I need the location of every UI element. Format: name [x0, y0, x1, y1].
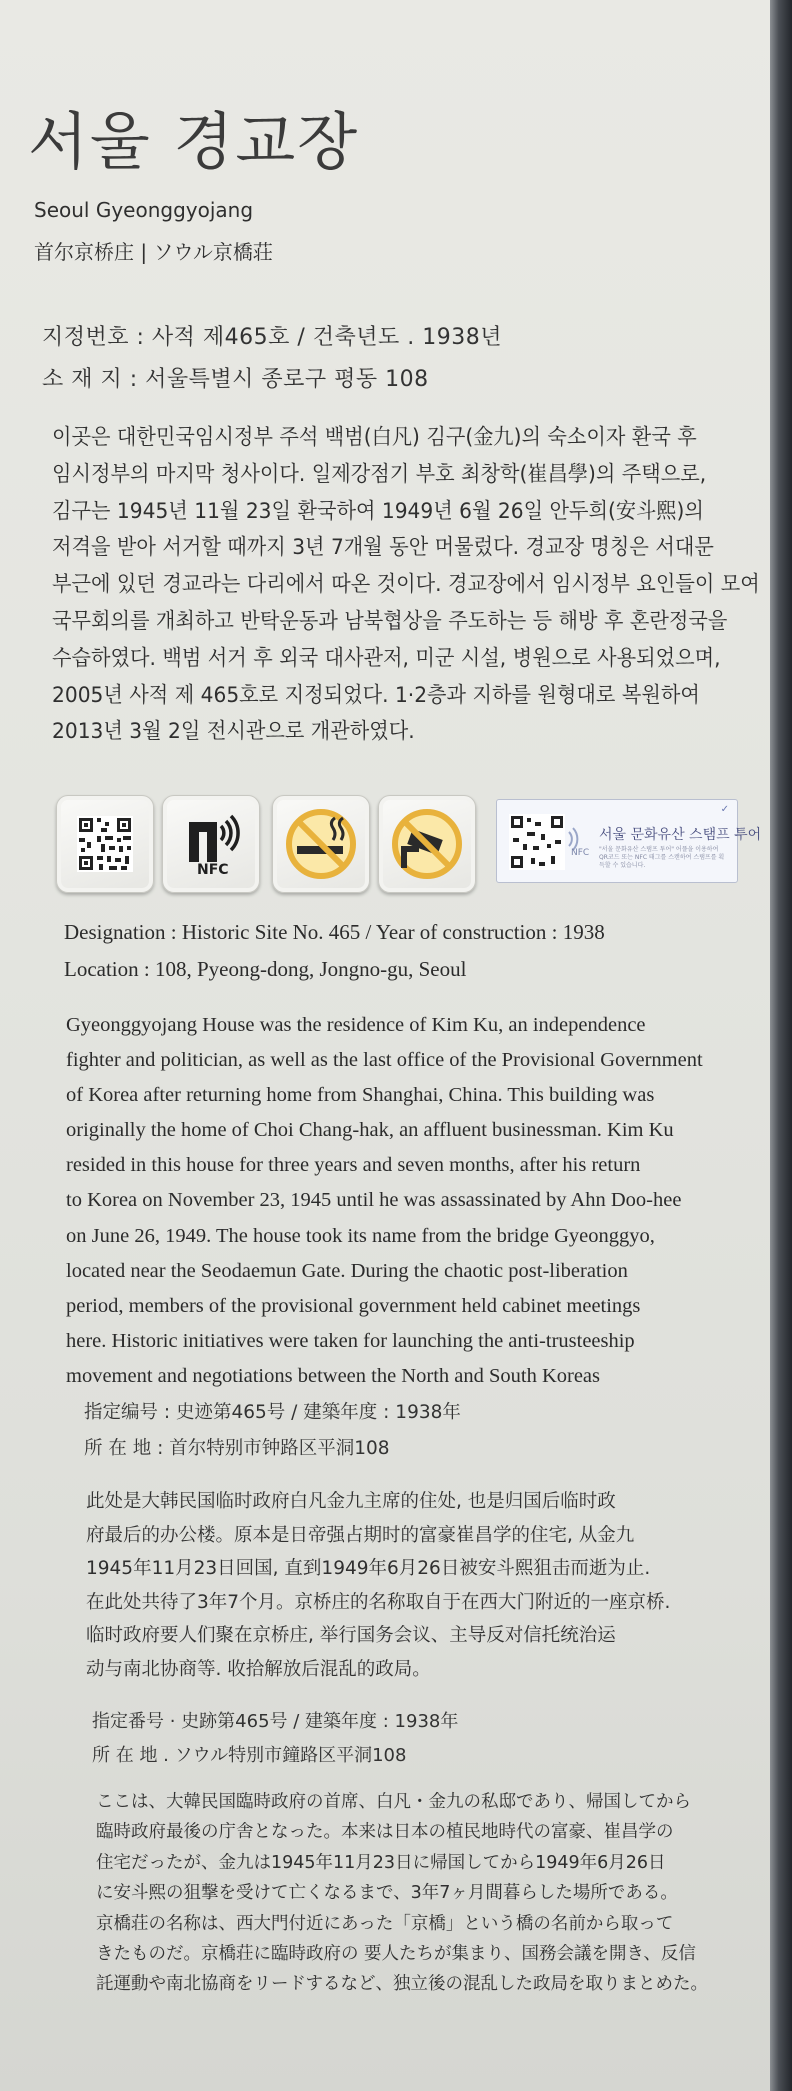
text-line: 이곳은 대한민국임시정부 주석 백범(白凡) 김구(金九)의 숙소이자 환국 후 — [52, 425, 697, 450]
text-line: ここは、大韓民国臨時政府の首席、白凡・金九の私邸であり、帰国してから — [96, 1792, 691, 1812]
text-line: period, members of the provisional government held cabinet meetings — [66, 1294, 641, 1317]
nfc-label: NFC — [197, 862, 229, 878]
no-smoking-icon — [272, 795, 370, 893]
text-line: 2005년 사적 제 465호로 지정되었다. 1·2층과 지하를 원형대로 복원하여 — [52, 682, 700, 708]
japanese-description — [96, 1787, 708, 2000]
english-location: Location : 108, Pyeong-dong, Jongno-gu, Seoul — [64, 957, 467, 981]
no-camera-icon — [378, 795, 476, 893]
text-line: 临时政府要人们聚在京桥庄, 举行国务会议、主导反对信托统治运 — [86, 1625, 616, 1647]
nfc-icon[interactable] — [162, 795, 260, 893]
english-description — [66, 1008, 703, 1394]
text-line: 京橋荘の名称は、西大門付近にあった「京橋」という橋の名前から取って — [96, 1913, 674, 1934]
text-line: きたものだ。京橋荘に臨時政府の 要人たちが集まり、国務会議を開き、反信 — [96, 1944, 696, 1965]
text-line: 국무회의를 개최하고 반탁운동과 남북협상을 주도하는 등 해방 후 혼란정국을 — [52, 608, 728, 634]
text-line: to Korea on November 23, 1945 until he was assassinated by Ahn Doo-hee — [66, 1189, 682, 1212]
text-line: に安斗熙の狙撃を受けて亡くなるまで、3年7ヶ月間暮らした場所である。 — [96, 1883, 678, 1904]
icon-row — [56, 795, 762, 895]
english-designation: Designation : Historic Site No. 465 / Year of construction : 1938 — [64, 920, 605, 944]
sign-frame-edge — [770, 0, 792, 2091]
text-line: 수습하였다. 백범 서거 후 외국 대사관저, 미군 시설, 병원으로 사용되었으며, — [52, 645, 721, 671]
text-line: located near the Seodaemun Gate. During the chaotic post-liberation — [66, 1259, 628, 1282]
chinese-designation: 指定编号 : 史迹第465号 / 建築年度 : 1938年 — [84, 1402, 461, 1423]
text-line: 김구는 1945년 11월 23일 환국하여 1949년 6월 26일 안두희(安斗熙)의 — [52, 498, 704, 524]
text-line: 臨時政府最後の庁舎となった。本来は日本の植民地時代の富豪、崔昌学の — [96, 1822, 674, 1843]
japanese-designation: 指定番号 · 史跡第465号 / 建築年度 : 1938年 — [92, 1711, 459, 1732]
text-line: originally the home of Choi Chang-hak, an affluent businessman. Kim Ku — [66, 1119, 674, 1142]
korean-designation: 지정번호 : 사적 제465호 / 건축년도 . 1938년 — [42, 325, 503, 350]
text-line: Gyeonggyojang House was the residence of Kim Ku, an independence — [66, 1014, 646, 1036]
stamp-tour-panel — [496, 799, 762, 883]
page-title: 서울 경교장 — [28, 105, 360, 178]
text-line: 在此处共待了3年7个月。京桥庄的名称取自于在西大门附近的一座京桥. — [86, 1591, 671, 1613]
qr-code-icon[interactable] — [56, 795, 154, 893]
stamp-nfc-label: NFC — [571, 848, 590, 858]
stamp-tour-subtext: "서울 문화유산 스탬프 투어" 어플을 이용하여 QR코드 또는 NFC 태그를 스캔하여 스탬프를 획득할 수 있습니다. — [599, 846, 725, 869]
stamp-mark-icon: ✓ — [720, 804, 729, 815]
english-subtitle: Seoul Gyeonggyojang — [34, 198, 254, 222]
text-line: 부근에 있던 경교라는 다리에서 따온 것이다. 경교장에서 임시정부 요인들이 모여 — [52, 572, 760, 598]
text-line: 此处是大韩民国临时政府白凡金九主席的住处, 也是归国后临时政 — [86, 1491, 616, 1512]
korean-description — [52, 420, 760, 751]
text-line: 1945年11月23日回国, 直到1949年6月26日被安斗熙狙击而逝为止. — [86, 1558, 651, 1580]
text-line: 임시정부의 마지막 청사이다. 일제강점기 부호 최창학(崔昌學)의 주택으로, — [52, 461, 707, 487]
text-line: 2013년 3월 2일 전시관으로 개관하였다. — [52, 719, 415, 745]
text-line: resided in this house for three years and seven months, after his return — [66, 1154, 641, 1177]
chinese-location: 所 在 地 : 首尔特别市钟路区平洞108 — [84, 1438, 390, 1459]
korean-location: 소 재 지 : 서울특별시 종로구 평동 108 — [42, 367, 429, 392]
text-line: of Korea after returning home from Shanghai, China. This building was — [66, 1084, 655, 1107]
cjk-subtitle: 首尔京桥庄 | ソウル京橋荘 — [34, 240, 273, 264]
text-line: 府最后的办公楼。原本是日帝强占期时的富豪崔昌学的住宅, 从金九 — [86, 1524, 635, 1546]
text-line: 저격을 받아 서거할 때까지 3년 7개월 동안 머물렀다. 경교장 명칭은 서대문 — [52, 535, 714, 561]
text-line: fighter and politician, as well as the last office of the Provisional Government — [66, 1049, 703, 1072]
text-line: movement and negotiations between the North and South Koreas — [66, 1364, 601, 1387]
text-line: 动与南北协商等. 收拾解放后混乱的政局。 — [86, 1658, 431, 1680]
japanese-location: 所 在 地 . ソウル特別市鐘路区平洞108 — [92, 1745, 407, 1766]
text-line: here. Historic initiatives were taken for launching the anti-trusteeship — [66, 1329, 635, 1352]
text-line: 託運動や南北協商をリードするなど、独立後の混乱した政局を取りまとめた。 — [96, 1974, 708, 1995]
text-line: 住宅だったが、金九は1945年11月23日に帰国してから1949年6月26日 — [96, 1852, 666, 1873]
text-line: on June 26, 1949. The house took its name from the bridge Gyeonggyo, — [66, 1224, 655, 1247]
stamp-tour-title: 서울 문화유산 스탬프 투어 — [599, 827, 762, 843]
chinese-description — [86, 1485, 670, 1687]
